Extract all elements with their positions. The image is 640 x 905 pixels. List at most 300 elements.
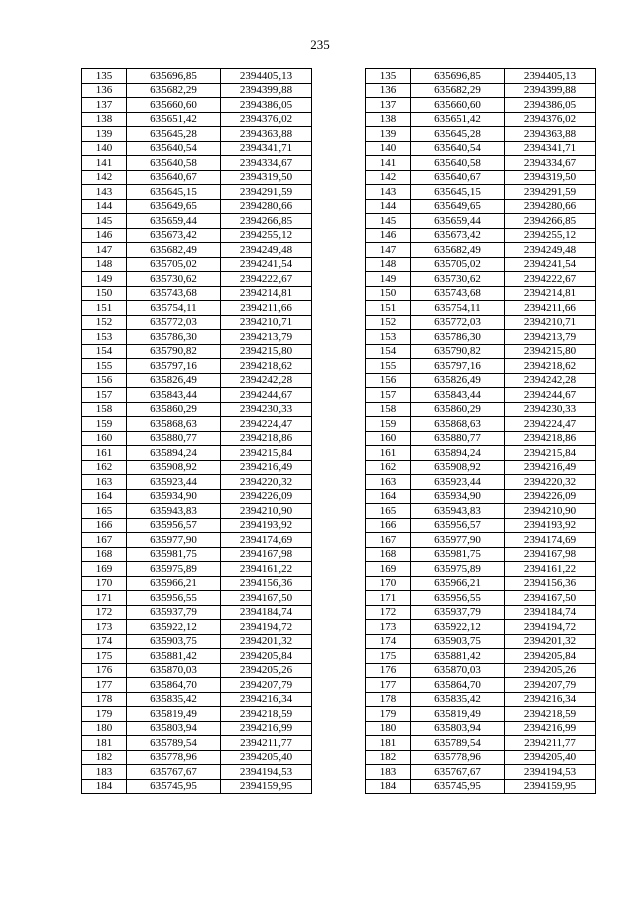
right-point-number-cell: 141 [366,156,411,171]
right-x-coordinate-cell: 635640,67 [411,170,505,185]
right-y-coordinate-cell: 2394224,47 [505,417,596,432]
left-y-coordinate-cell: 2394193,92 [221,518,312,533]
left-x-coordinate-cell: 635956,55 [127,591,221,606]
right-x-coordinate-cell: 635868,63 [411,417,505,432]
column-separator [312,315,366,330]
left-point-number-cell: 140 [82,141,127,156]
column-separator [312,649,366,664]
left-point-number-cell: 165 [82,504,127,519]
column-separator [312,228,366,243]
table-row [82,373,596,388]
left-x-coordinate-cell: 635881,42 [127,649,221,664]
table-row [82,692,596,707]
column-separator [312,779,366,794]
left-point-number-cell: 182 [82,750,127,765]
right-y-coordinate-cell: 2394218,62 [505,359,596,374]
table-row [82,185,596,200]
left-y-coordinate-cell: 2394194,53 [221,765,312,780]
column-separator [312,576,366,591]
left-y-coordinate-cell: 2394291,59 [221,185,312,200]
column-separator [312,417,366,432]
right-y-coordinate-cell: 2394161,22 [505,562,596,577]
right-point-number-cell: 184 [366,779,411,794]
right-x-coordinate-cell: 635682,29 [411,83,505,98]
right-x-coordinate-cell: 635975,89 [411,562,505,577]
left-x-coordinate-cell: 635772,03 [127,315,221,330]
left-point-number-cell: 176 [82,663,127,678]
coordinates-table [81,68,596,794]
left-x-coordinate-cell: 635767,67 [127,765,221,780]
right-point-number-cell: 153 [366,330,411,345]
right-point-number-cell: 156 [366,373,411,388]
left-x-coordinate-cell: 635789,54 [127,736,221,751]
right-point-number-cell: 143 [366,185,411,200]
left-y-coordinate-cell: 2394194,72 [221,620,312,635]
left-y-coordinate-cell: 2394376,02 [221,112,312,127]
column-separator [312,69,366,84]
right-y-coordinate-cell: 2394266,85 [505,214,596,229]
right-x-coordinate-cell: 635870,03 [411,663,505,678]
left-point-number-cell: 149 [82,272,127,287]
right-point-number-cell: 182 [366,750,411,765]
column-separator [312,765,366,780]
left-y-coordinate-cell: 2394216,49 [221,460,312,475]
column-separator [312,663,366,678]
table-row [82,736,596,751]
right-x-coordinate-cell: 635923,44 [411,475,505,490]
left-point-number-cell: 162 [82,460,127,475]
table-row [82,446,596,461]
right-x-coordinate-cell: 635903,75 [411,634,505,649]
right-x-coordinate-cell: 635943,83 [411,504,505,519]
right-y-coordinate-cell: 2394194,72 [505,620,596,635]
left-x-coordinate-cell: 635640,58 [127,156,221,171]
column-separator [312,112,366,127]
left-point-number-cell: 180 [82,721,127,736]
table-row [82,518,596,533]
left-y-coordinate-cell: 2394205,40 [221,750,312,765]
right-y-coordinate-cell: 2394291,59 [505,185,596,200]
right-point-number-cell: 137 [366,98,411,113]
left-point-number-cell: 145 [82,214,127,229]
left-x-coordinate-cell: 635696,85 [127,69,221,84]
table-row [82,634,596,649]
left-y-coordinate-cell: 2394222,67 [221,272,312,287]
left-x-coordinate-cell: 635966,21 [127,576,221,591]
left-y-coordinate-cell: 2394220,32 [221,475,312,490]
left-y-coordinate-cell: 2394280,66 [221,199,312,214]
right-y-coordinate-cell: 2394255,12 [505,228,596,243]
table-row [82,127,596,142]
right-x-coordinate-cell: 635682,49 [411,243,505,258]
left-x-coordinate-cell: 635908,92 [127,460,221,475]
left-point-number-cell: 139 [82,127,127,142]
left-y-coordinate-cell: 2394211,66 [221,301,312,316]
left-point-number-cell: 175 [82,649,127,664]
left-point-number-cell: 157 [82,388,127,403]
left-point-number-cell: 170 [82,576,127,591]
left-x-coordinate-cell: 635797,16 [127,359,221,374]
right-y-coordinate-cell: 2394386,05 [505,98,596,113]
left-x-coordinate-cell: 635645,15 [127,185,221,200]
left-point-number-cell: 150 [82,286,127,301]
left-point-number-cell: 146 [82,228,127,243]
left-y-coordinate-cell: 2394210,90 [221,504,312,519]
left-point-number-cell: 156 [82,373,127,388]
right-y-coordinate-cell: 2394156,36 [505,576,596,591]
left-y-coordinate-cell: 2394242,28 [221,373,312,388]
left-point-number-cell: 160 [82,431,127,446]
left-x-coordinate-cell: 635922,12 [127,620,221,635]
column-separator [312,127,366,142]
column-separator [312,286,366,301]
right-y-coordinate-cell: 2394211,66 [505,301,596,316]
left-point-number-cell: 181 [82,736,127,751]
left-y-coordinate-cell: 2394241,54 [221,257,312,272]
right-y-coordinate-cell: 2394222,67 [505,272,596,287]
left-y-coordinate-cell: 2394266,85 [221,214,312,229]
left-y-coordinate-cell: 2394230,33 [221,402,312,417]
left-point-number-cell: 152 [82,315,127,330]
table-row [82,591,596,606]
right-point-number-cell: 179 [366,707,411,722]
right-x-coordinate-cell: 635696,85 [411,69,505,84]
right-y-coordinate-cell: 2394230,33 [505,402,596,417]
table-row [82,388,596,403]
left-point-number-cell: 174 [82,634,127,649]
column-separator [312,460,366,475]
left-x-coordinate-cell: 635682,49 [127,243,221,258]
column-separator [312,605,366,620]
table-row [82,286,596,301]
right-x-coordinate-cell: 635640,54 [411,141,505,156]
right-y-coordinate-cell: 2394244,67 [505,388,596,403]
left-y-coordinate-cell: 2394211,77 [221,736,312,751]
table-row [82,112,596,127]
table-row [82,779,596,794]
column-separator [312,141,366,156]
left-point-number-cell: 184 [82,779,127,794]
right-y-coordinate-cell: 2394215,84 [505,446,596,461]
left-y-coordinate-cell: 2394205,84 [221,649,312,664]
right-point-number-cell: 171 [366,591,411,606]
right-y-coordinate-cell: 2394399,88 [505,83,596,98]
right-x-coordinate-cell: 635645,28 [411,127,505,142]
right-x-coordinate-cell: 635977,90 [411,533,505,548]
right-y-coordinate-cell: 2394319,50 [505,170,596,185]
left-x-coordinate-cell: 635894,24 [127,446,221,461]
right-y-coordinate-cell: 2394167,50 [505,591,596,606]
column-separator [312,504,366,519]
table-row [82,460,596,475]
right-y-coordinate-cell: 2394226,09 [505,489,596,504]
table-row [82,547,596,562]
right-point-number-cell: 144 [366,199,411,214]
right-point-number-cell: 170 [366,576,411,591]
left-point-number-cell: 179 [82,707,127,722]
left-point-number-cell: 141 [82,156,127,171]
right-y-coordinate-cell: 2394249,48 [505,243,596,258]
right-x-coordinate-cell: 635881,42 [411,649,505,664]
left-y-coordinate-cell: 2394249,48 [221,243,312,258]
right-x-coordinate-cell: 635772,03 [411,315,505,330]
column-separator [312,591,366,606]
column-separator [312,402,366,417]
left-point-number-cell: 161 [82,446,127,461]
right-x-coordinate-cell: 635673,42 [411,228,505,243]
right-x-coordinate-cell: 635843,44 [411,388,505,403]
left-x-coordinate-cell: 635651,42 [127,112,221,127]
right-point-number-cell: 163 [366,475,411,490]
left-x-coordinate-cell: 635860,29 [127,402,221,417]
left-y-coordinate-cell: 2394341,71 [221,141,312,156]
left-point-number-cell: 155 [82,359,127,374]
right-x-coordinate-cell: 635767,67 [411,765,505,780]
left-x-coordinate-cell: 635745,95 [127,779,221,794]
table-row [82,605,596,620]
right-y-coordinate-cell: 2394194,53 [505,765,596,780]
right-point-number-cell: 181 [366,736,411,751]
left-point-number-cell: 166 [82,518,127,533]
right-x-coordinate-cell: 635937,79 [411,605,505,620]
left-x-coordinate-cell: 635880,77 [127,431,221,446]
left-point-number-cell: 147 [82,243,127,258]
left-y-coordinate-cell: 2394363,88 [221,127,312,142]
left-point-number-cell: 135 [82,69,127,84]
left-y-coordinate-cell: 2394386,05 [221,98,312,113]
right-x-coordinate-cell: 635660,60 [411,98,505,113]
right-point-number-cell: 172 [366,605,411,620]
column-separator [312,518,366,533]
left-point-number-cell: 158 [82,402,127,417]
left-point-number-cell: 168 [82,547,127,562]
right-y-coordinate-cell: 2394334,67 [505,156,596,171]
right-point-number-cell: 167 [366,533,411,548]
table-row [82,489,596,504]
table-row [82,533,596,548]
left-x-coordinate-cell: 635705,02 [127,257,221,272]
right-y-coordinate-cell: 2394193,92 [505,518,596,533]
left-y-coordinate-cell: 2394334,67 [221,156,312,171]
right-y-coordinate-cell: 2394215,80 [505,344,596,359]
table-row [82,315,596,330]
column-separator [312,388,366,403]
table-row [82,69,596,84]
column-separator [312,562,366,577]
right-point-number-cell: 148 [366,257,411,272]
column-separator [312,547,366,562]
table-row [82,301,596,316]
right-y-coordinate-cell: 2394242,28 [505,373,596,388]
left-y-coordinate-cell: 2394167,98 [221,547,312,562]
right-x-coordinate-cell: 635645,15 [411,185,505,200]
left-point-number-cell: 167 [82,533,127,548]
right-y-coordinate-cell: 2394201,32 [505,634,596,649]
right-point-number-cell: 173 [366,620,411,635]
left-y-coordinate-cell: 2394255,12 [221,228,312,243]
left-x-coordinate-cell: 635640,67 [127,170,221,185]
left-y-coordinate-cell: 2394210,71 [221,315,312,330]
right-point-number-cell: 152 [366,315,411,330]
right-point-number-cell: 177 [366,678,411,693]
right-x-coordinate-cell: 635640,58 [411,156,505,171]
right-point-number-cell: 157 [366,388,411,403]
right-point-number-cell: 169 [366,562,411,577]
right-x-coordinate-cell: 635894,24 [411,446,505,461]
left-point-number-cell: 151 [82,301,127,316]
right-point-number-cell: 159 [366,417,411,432]
left-y-coordinate-cell: 2394218,62 [221,359,312,374]
left-x-coordinate-cell: 635790,82 [127,344,221,359]
table-row [82,330,596,345]
left-x-coordinate-cell: 635868,63 [127,417,221,432]
left-y-coordinate-cell: 2394216,34 [221,692,312,707]
left-y-coordinate-cell: 2394405,13 [221,69,312,84]
left-y-coordinate-cell: 2394319,50 [221,170,312,185]
column-separator [312,634,366,649]
left-y-coordinate-cell: 2394226,09 [221,489,312,504]
left-x-coordinate-cell: 635786,30 [127,330,221,345]
right-y-coordinate-cell: 2394159,95 [505,779,596,794]
right-point-number-cell: 138 [366,112,411,127]
right-y-coordinate-cell: 2394210,90 [505,504,596,519]
right-x-coordinate-cell: 635705,02 [411,257,505,272]
left-x-coordinate-cell: 635819,49 [127,707,221,722]
right-x-coordinate-cell: 635956,57 [411,518,505,533]
right-y-coordinate-cell: 2394218,86 [505,431,596,446]
right-x-coordinate-cell: 635860,29 [411,402,505,417]
right-y-coordinate-cell: 2394363,88 [505,127,596,142]
left-y-coordinate-cell: 2394156,36 [221,576,312,591]
left-y-coordinate-cell: 2394167,50 [221,591,312,606]
right-y-coordinate-cell: 2394167,98 [505,547,596,562]
left-x-coordinate-cell: 635803,94 [127,721,221,736]
column-separator [312,692,366,707]
right-point-number-cell: 178 [366,692,411,707]
right-y-coordinate-cell: 2394341,71 [505,141,596,156]
table-row [82,243,596,258]
right-point-number-cell: 139 [366,127,411,142]
column-separator [312,678,366,693]
left-y-coordinate-cell: 2394224,47 [221,417,312,432]
left-point-number-cell: 164 [82,489,127,504]
right-x-coordinate-cell: 635934,90 [411,489,505,504]
right-x-coordinate-cell: 635649,65 [411,199,505,214]
left-x-coordinate-cell: 635730,62 [127,272,221,287]
left-x-coordinate-cell: 635923,44 [127,475,221,490]
right-point-number-cell: 136 [366,83,411,98]
left-point-number-cell: 136 [82,83,127,98]
table-row [82,707,596,722]
right-y-coordinate-cell: 2394205,26 [505,663,596,678]
left-point-number-cell: 154 [82,344,127,359]
left-y-coordinate-cell: 2394201,32 [221,634,312,649]
column-separator [312,533,366,548]
left-x-coordinate-cell: 635645,28 [127,127,221,142]
column-separator [312,156,366,171]
right-x-coordinate-cell: 635743,68 [411,286,505,301]
left-point-number-cell: 143 [82,185,127,200]
right-y-coordinate-cell: 2394174,69 [505,533,596,548]
right-y-coordinate-cell: 2394211,77 [505,736,596,751]
left-x-coordinate-cell: 635937,79 [127,605,221,620]
column-separator [312,359,366,374]
table-row [82,576,596,591]
column-separator [312,272,366,287]
left-point-number-cell: 144 [82,199,127,214]
right-point-number-cell: 183 [366,765,411,780]
right-y-coordinate-cell: 2394214,81 [505,286,596,301]
column-separator [312,301,366,316]
table-row [82,359,596,374]
left-point-number-cell: 172 [82,605,127,620]
left-x-coordinate-cell: 635943,83 [127,504,221,519]
table-row [82,562,596,577]
left-x-coordinate-cell: 635649,65 [127,199,221,214]
left-x-coordinate-cell: 635934,90 [127,489,221,504]
left-x-coordinate-cell: 635864,70 [127,678,221,693]
table-row [82,649,596,664]
left-point-number-cell: 169 [82,562,127,577]
right-point-number-cell: 175 [366,649,411,664]
left-y-coordinate-cell: 2394218,59 [221,707,312,722]
left-y-coordinate-cell: 2394215,84 [221,446,312,461]
page-number: 235 [310,37,330,52]
table-row [82,214,596,229]
left-y-coordinate-cell: 2394159,95 [221,779,312,794]
column-separator [312,373,366,388]
left-x-coordinate-cell: 635903,75 [127,634,221,649]
right-point-number-cell: 164 [366,489,411,504]
table-row [82,504,596,519]
column-separator [312,98,366,113]
table-row [82,344,596,359]
table-row [82,402,596,417]
coordinates-table-body [82,69,596,794]
left-y-coordinate-cell: 2394184,74 [221,605,312,620]
right-y-coordinate-cell: 2394205,84 [505,649,596,664]
right-x-coordinate-cell: 635880,77 [411,431,505,446]
right-x-coordinate-cell: 635730,62 [411,272,505,287]
right-x-coordinate-cell: 635786,30 [411,330,505,345]
left-y-coordinate-cell: 2394205,26 [221,663,312,678]
left-y-coordinate-cell: 2394399,88 [221,83,312,98]
column-separator [312,707,366,722]
right-x-coordinate-cell: 635826,49 [411,373,505,388]
left-x-coordinate-cell: 635956,57 [127,518,221,533]
table-row [82,750,596,765]
table-row [82,721,596,736]
column-separator [312,243,366,258]
column-separator [312,185,366,200]
table-row [82,678,596,693]
column-separator [312,750,366,765]
right-x-coordinate-cell: 635797,16 [411,359,505,374]
right-x-coordinate-cell: 635659,44 [411,214,505,229]
left-y-coordinate-cell: 2394215,80 [221,344,312,359]
left-y-coordinate-cell: 2394218,86 [221,431,312,446]
right-point-number-cell: 174 [366,634,411,649]
right-point-number-cell: 149 [366,272,411,287]
right-point-number-cell: 146 [366,228,411,243]
right-point-number-cell: 135 [366,69,411,84]
right-y-coordinate-cell: 2394210,71 [505,315,596,330]
right-y-coordinate-cell: 2394216,99 [505,721,596,736]
right-point-number-cell: 160 [366,431,411,446]
column-separator [312,170,366,185]
table-row [82,83,596,98]
table-row [82,98,596,113]
